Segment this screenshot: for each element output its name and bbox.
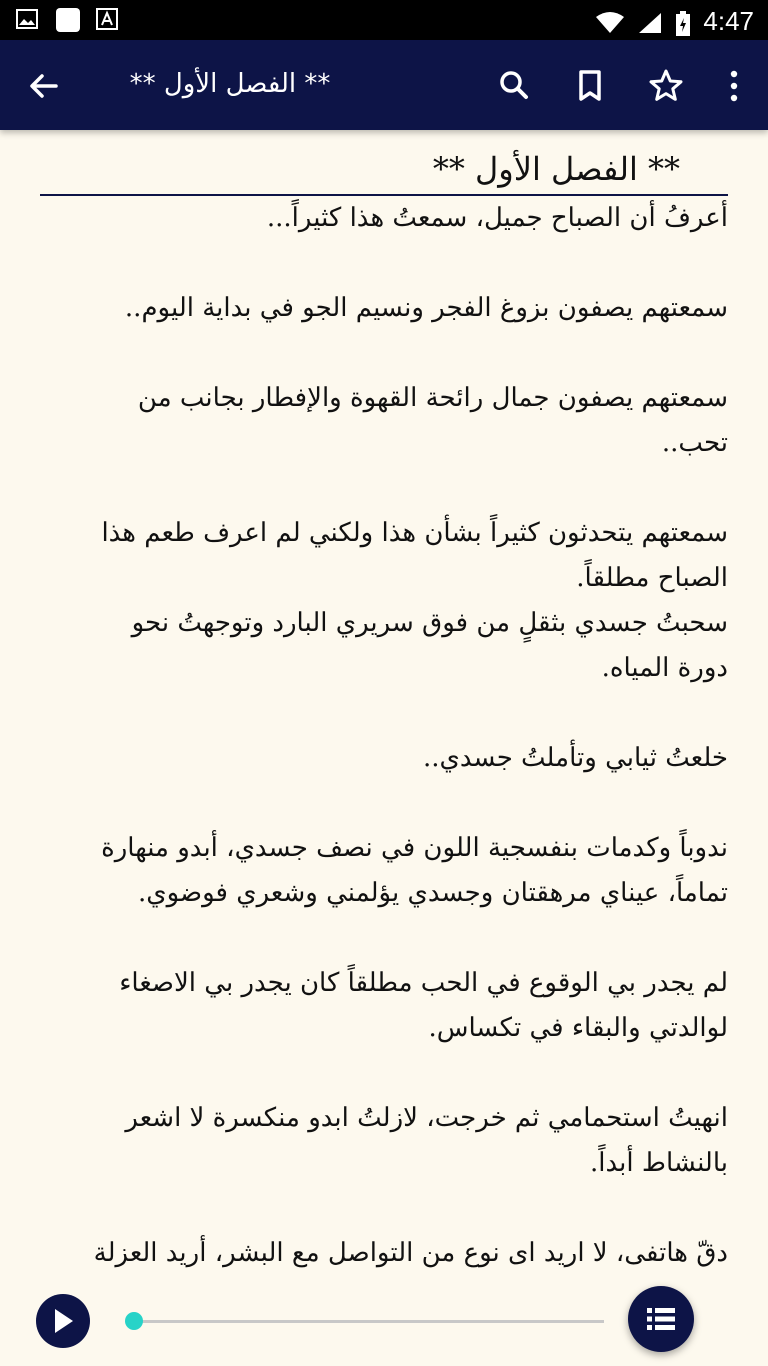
- search-icon[interactable]: [492, 64, 536, 108]
- text-line: ندوباً وكدمات بنفسجية اللون في نصف جسدي، أبدو منهارة: [101, 833, 728, 863]
- image-icon: [16, 8, 38, 30]
- toc-list-icon: [647, 1307, 675, 1331]
- text-paragraph: [40, 961, 728, 1051]
- font-icon: [96, 8, 118, 30]
- seek-track[interactable]: [134, 1320, 604, 1323]
- text-paragraph: [40, 286, 728, 331]
- text-line: سمعتهم يصفون جمال رائحة القهوة والإفطار بجانب من: [137, 383, 728, 413]
- text-line: أعرفُ أن الصباح جميل، سمعتُ هذا كثيراً...: [266, 203, 728, 233]
- seek-knob[interactable]: [125, 1312, 143, 1330]
- text-line: سمعتهم يتحدثون كثيراً بشأن هذا ولكني لم اعرف طعم هذا: [101, 518, 728, 548]
- text-paragraph: [40, 826, 728, 916]
- star-icon[interactable]: [644, 64, 688, 108]
- app-icon: [56, 8, 78, 30]
- bookmark-icon[interactable]: [568, 64, 612, 108]
- text-line: دورة المياه.: [601, 653, 728, 683]
- play-button[interactable]: [36, 1294, 90, 1348]
- toolbar-title: ** الفصل الأول **: [129, 69, 331, 99]
- text-line: بالنشاط أبداً.: [590, 1148, 728, 1178]
- signal-icon: [637, 11, 663, 33]
- text-line: الصباح مطلقاً.: [576, 563, 728, 593]
- text-line: انهيتُ استحمامي ثم خرجت، لازلتُ ابدو منكسرة لا اشعر: [125, 1103, 728, 1133]
- battery-charging-icon: [675, 11, 691, 33]
- text-line: لوالدتي والبقاء في تكساس.: [428, 1013, 728, 1043]
- text-paragraph: [40, 1096, 728, 1186]
- text-line: خلعتُ ثيابي وتأملتُ جسدي..: [422, 743, 728, 773]
- text-paragraph: [40, 196, 728, 241]
- paragraph-list: [40, 196, 728, 1276]
- chapter-content: [40, 130, 728, 1280]
- text-line: لم يجدر بي الوقوع في الحب مطلقاً كان يجدر بي الاصغاء: [119, 968, 728, 998]
- text-line: تماماً، عيناي مرهقتان وجسدي يؤلمني وشعري فوضوي.: [137, 878, 728, 908]
- text-line: تحب..: [661, 428, 728, 458]
- text-paragraph: [40, 736, 728, 781]
- text-paragraph: [40, 1231, 728, 1276]
- text-paragraph: [40, 376, 728, 466]
- wifi-icon: [595, 11, 625, 33]
- status-time: 4:47: [703, 6, 754, 36]
- app-toolbar: [0, 40, 768, 130]
- chapter-title: ** الفصل الأول **: [40, 150, 728, 196]
- play-icon: [53, 1308, 75, 1334]
- table-of-contents-button[interactable]: [628, 1286, 694, 1352]
- audio-player-bar: [0, 1280, 768, 1366]
- back-arrow-icon[interactable]: [22, 64, 66, 108]
- more-vert-icon[interactable]: [712, 64, 756, 108]
- status-bar: [0, 0, 768, 40]
- text-line: سحبتُ جسدي بثقلٍ من فوق سريري البارد وتوجهتُ نحو: [131, 608, 728, 638]
- text-line: دقّ هاتفى، لا اريد اى نوع من التواصل مع البشر، أريد العزلة: [93, 1238, 728, 1268]
- text-paragraph: [40, 511, 728, 691]
- text-line: سمعتهم يصفون بزوغ الفجر ونسيم الجو في بداية اليوم..: [124, 293, 728, 323]
